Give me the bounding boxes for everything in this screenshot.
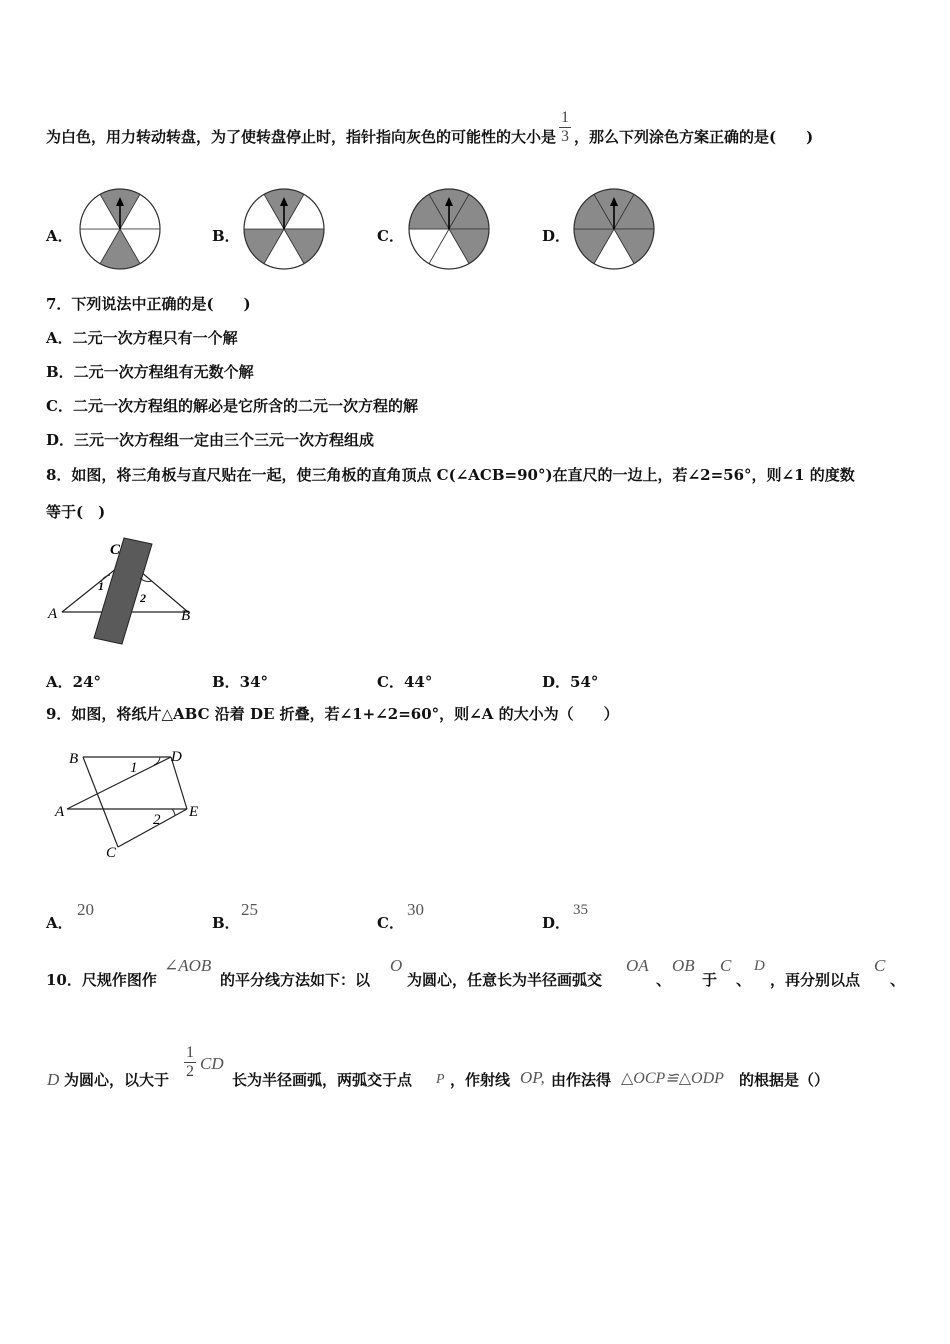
q9-label-a: A — [55, 804, 65, 820]
q10-p1: 10．尺规作图作 — [46, 971, 157, 989]
q6-option-b-spinner — [242, 187, 326, 271]
q9-option-c-label: C． — [377, 914, 404, 932]
q9-stem: 9．如图，将纸片△ABC 沿着 DE 折叠，若∠1+∠2=60°，则∠A 的大小为（ ） — [46, 705, 619, 723]
q10-oa: OA — [626, 956, 649, 975]
q8-label-angle2: 2 — [140, 591, 146, 605]
q6-option-a-spinner — [78, 187, 162, 271]
q10-c: C — [720, 956, 732, 975]
q8-option-c: C．44° — [377, 673, 433, 691]
q10-sep3: 、 — [890, 971, 906, 989]
q10-op: OP, — [520, 1068, 545, 1087]
q10-d2: D — [47, 1070, 60, 1089]
q10-o: O — [390, 956, 403, 975]
q10-p5: ，再分别以点 — [770, 971, 861, 989]
q6-option-a-label: A． — [46, 227, 73, 245]
q9-option-b-value: 25 — [241, 900, 258, 919]
q8-option-d: D．54° — [542, 673, 599, 691]
q9-figure — [50, 742, 210, 864]
q7-option-b: B．二元一次方程组有无数个解 — [46, 363, 254, 381]
q10-angle-aob: ∠AOB — [164, 956, 212, 975]
q9-angle2-arc — [172, 809, 175, 815]
q9-option-a-label: A． — [46, 914, 73, 932]
q9-option-a-value: 20 — [77, 900, 94, 919]
q9-option-c-value: 30 — [407, 900, 424, 919]
q10-half-den: 2 — [186, 1063, 194, 1080]
q8-stem-line1: 8．如图，将三角板与直尺贴在一起，使三角板的直角顶点 C(∠ACB=90°)在直尺的一边上，若∠2=56°，则∠1 的度数 — [46, 466, 855, 484]
q10-half-fraction — [184, 1044, 196, 1081]
q6-frac-num: 1 — [561, 108, 570, 126]
q7-option-a: A．二元一次方程只有一个解 — [46, 329, 238, 347]
q9-label-angle1: 1 — [130, 760, 138, 776]
q8-option-b: B．34° — [212, 673, 269, 691]
q6-option-d-label: D． — [542, 227, 571, 245]
q7-option-c: C．二元一次方程组的解必是它所含的二元一次方程的解 — [46, 397, 418, 415]
q8-option-a: A．24° — [46, 673, 102, 691]
q8-label-c: C — [110, 542, 121, 558]
q6-option-c-spinner — [407, 187, 491, 271]
q10-p9: 由作法得 — [551, 1071, 612, 1089]
q8-figure — [44, 534, 204, 649]
q8-label-b: B — [181, 608, 191, 624]
q8-stem-line2: 等于( ) — [46, 503, 106, 521]
q10-sep2: 、 — [736, 971, 752, 989]
q9-label-b: B — [69, 751, 79, 767]
q10-p2: 的平分线方法如下：以 — [220, 971, 371, 989]
q9-line-bc — [83, 757, 118, 847]
q6-stem-pre: 为白色，用力转动转盘，为了使转盘停止时，指针指向灰色的可能性的大小是 — [46, 128, 557, 146]
q9-label-c: C — [106, 845, 117, 861]
q6-option-b-label: B． — [212, 227, 240, 245]
q10-p10: 的根据是（） — [739, 1071, 830, 1089]
q6-stem — [46, 108, 814, 147]
q8-label-angle1: 1 — [98, 579, 104, 593]
q10-p7: 长为半径画弧，两弧交于点 — [232, 1071, 413, 1089]
q9-label-angle2: 2 — [153, 812, 161, 828]
q10-p3: 为圆心，任意长为半径画弧交 — [407, 971, 603, 989]
q10-p4: 于 — [702, 971, 718, 989]
q6-stem-post: ，那么下列涂色方案正确的是( ) — [574, 128, 814, 146]
q6-option-d-spinner — [572, 187, 656, 271]
q7-stem: 7．下列说法中正确的是( ) — [46, 295, 251, 313]
q8-label-a: A — [48, 606, 58, 622]
q10-p: P — [436, 1072, 445, 1087]
q10-c2: C — [874, 956, 886, 975]
q10-cd: CD — [200, 1054, 224, 1073]
q10-d: D — [754, 958, 765, 974]
q7-option-d: D．三元一次方程组一定由三个三元一次方程组成 — [46, 431, 375, 449]
q10-ob: OB — [672, 956, 695, 975]
q6-fraction — [559, 109, 571, 146]
q9-label-e: E — [189, 804, 199, 820]
q6-frac-den: 3 — [561, 127, 570, 145]
q10-sep1: 、 — [656, 971, 672, 989]
q9-option-d-label: D． — [542, 914, 571, 932]
q10-p8: ，作射线 — [450, 1071, 511, 1089]
q10-half-num: 1 — [186, 1044, 194, 1061]
q6-option-c-label: C． — [377, 227, 404, 245]
q9-label-d: D — [171, 749, 182, 765]
q10-p6: 为圆心，以大于 — [64, 1071, 170, 1089]
q10-congruence: △OCP≌△ODP — [621, 1070, 724, 1087]
q9-option-b-label: B． — [212, 914, 240, 932]
q9-option-d-value: 35 — [573, 902, 588, 918]
